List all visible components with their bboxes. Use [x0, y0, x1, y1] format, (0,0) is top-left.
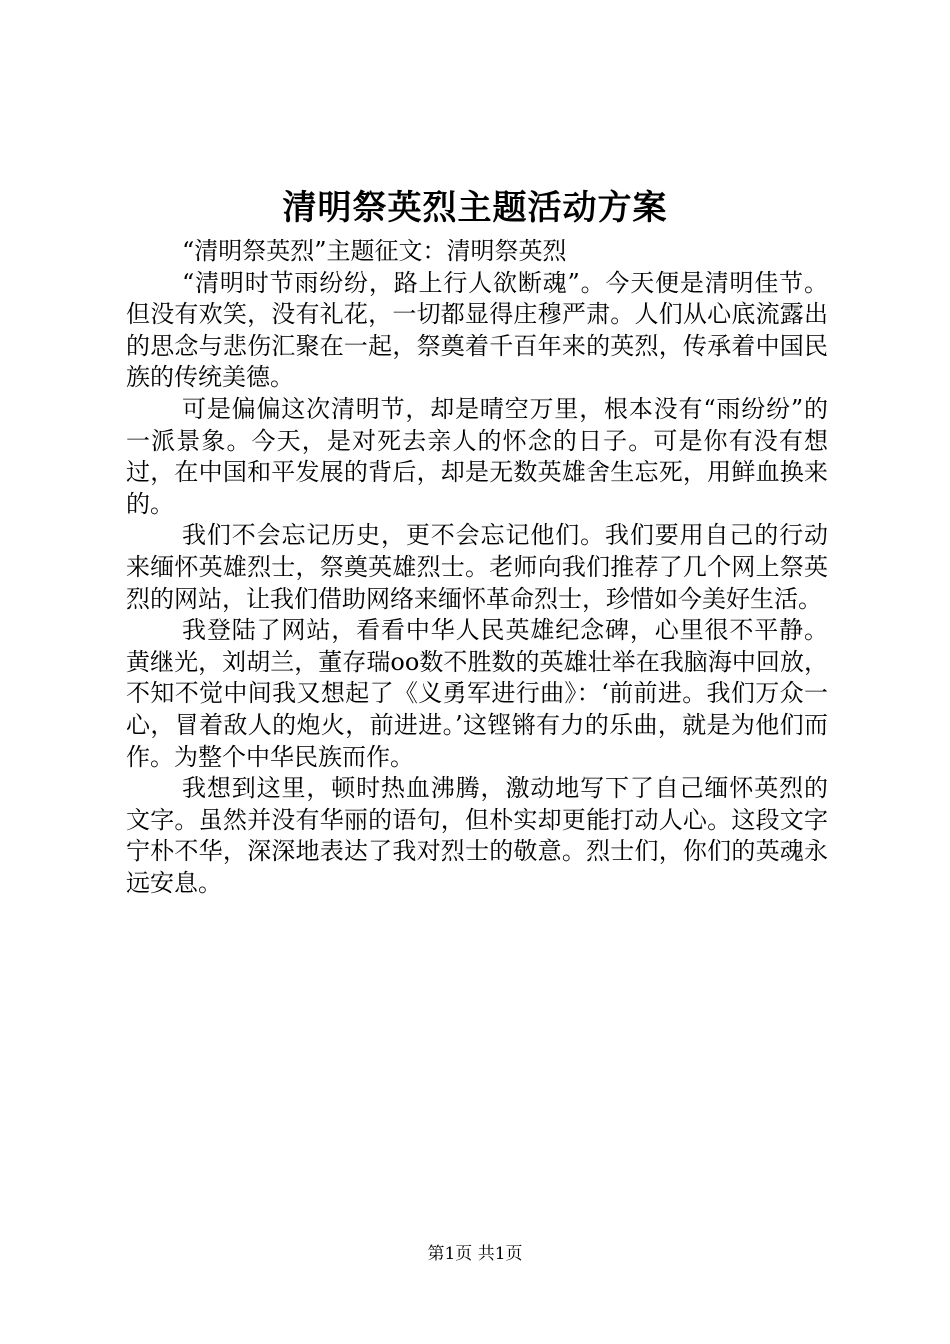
paragraph: “清明时节雨纷纷，路上行人欲断魂”。今天便是清明佳节。但没有欢笑，没有礼花，一切都显得庄穆严肃。人们从心底流露出的思念与悲伤汇聚在一起，祭奠着千百年来的英烈，传承着中国民族的传统美德。: [126, 268, 828, 392]
paragraph-subtitle: “清明祭英烈”主题征文：清明祭英烈: [182, 237, 567, 265]
paragraph: 我想到这里，顿时热血沸腾，激动地写下了自己缅怀英烈的文字。虽然并没有华丽的语句，但朴实却更能打动人心。这段文字宁朴不华，深深地表达了我对烈士的敬意。烈士们，你们的英魂永远安息。: [126, 774, 828, 897]
paragraph: 我登陆了网站，看看中华人民英雄纪念碑，心里很不平静。黄继光，刘胡兰，董存瑞oo数不胜数的英雄壮举在我脑海中回放，不知不觉中间我又想起了《义勇军进行曲》：‘前前进。我们万众一心，冒着敌人的炮火，前进进。’这铿锵有力的乐曲，就是为他们而作。为整个中华民族而作。: [126, 616, 828, 771]
paragraph: 可是偏偏这次清明节，却是晴空万里，根本没有“雨纷纷”的一派景象。今天，是对死去亲人的怀念的日子。可是你有没有想过，在中国和平发展的背后，却是无数英雄舍生忘死，用鲜血换来的。: [126, 394, 828, 518]
page-number-footer: 第1页 共1页: [427, 1244, 523, 1264]
document-body: [126, 236, 828, 899]
paragraph: 我们不会忘记历史，更不会忘记他们。我们要用自己的行动来缅怀英雄烈士，祭奠英雄烈士。老师向我们推荐了几个网上祭英烈的网站，让我们借助网络来缅怀革命烈士，珍惜如今美好生活。: [126, 521, 828, 613]
document-title: 清明祭英烈主题活动方案: [282, 188, 668, 228]
